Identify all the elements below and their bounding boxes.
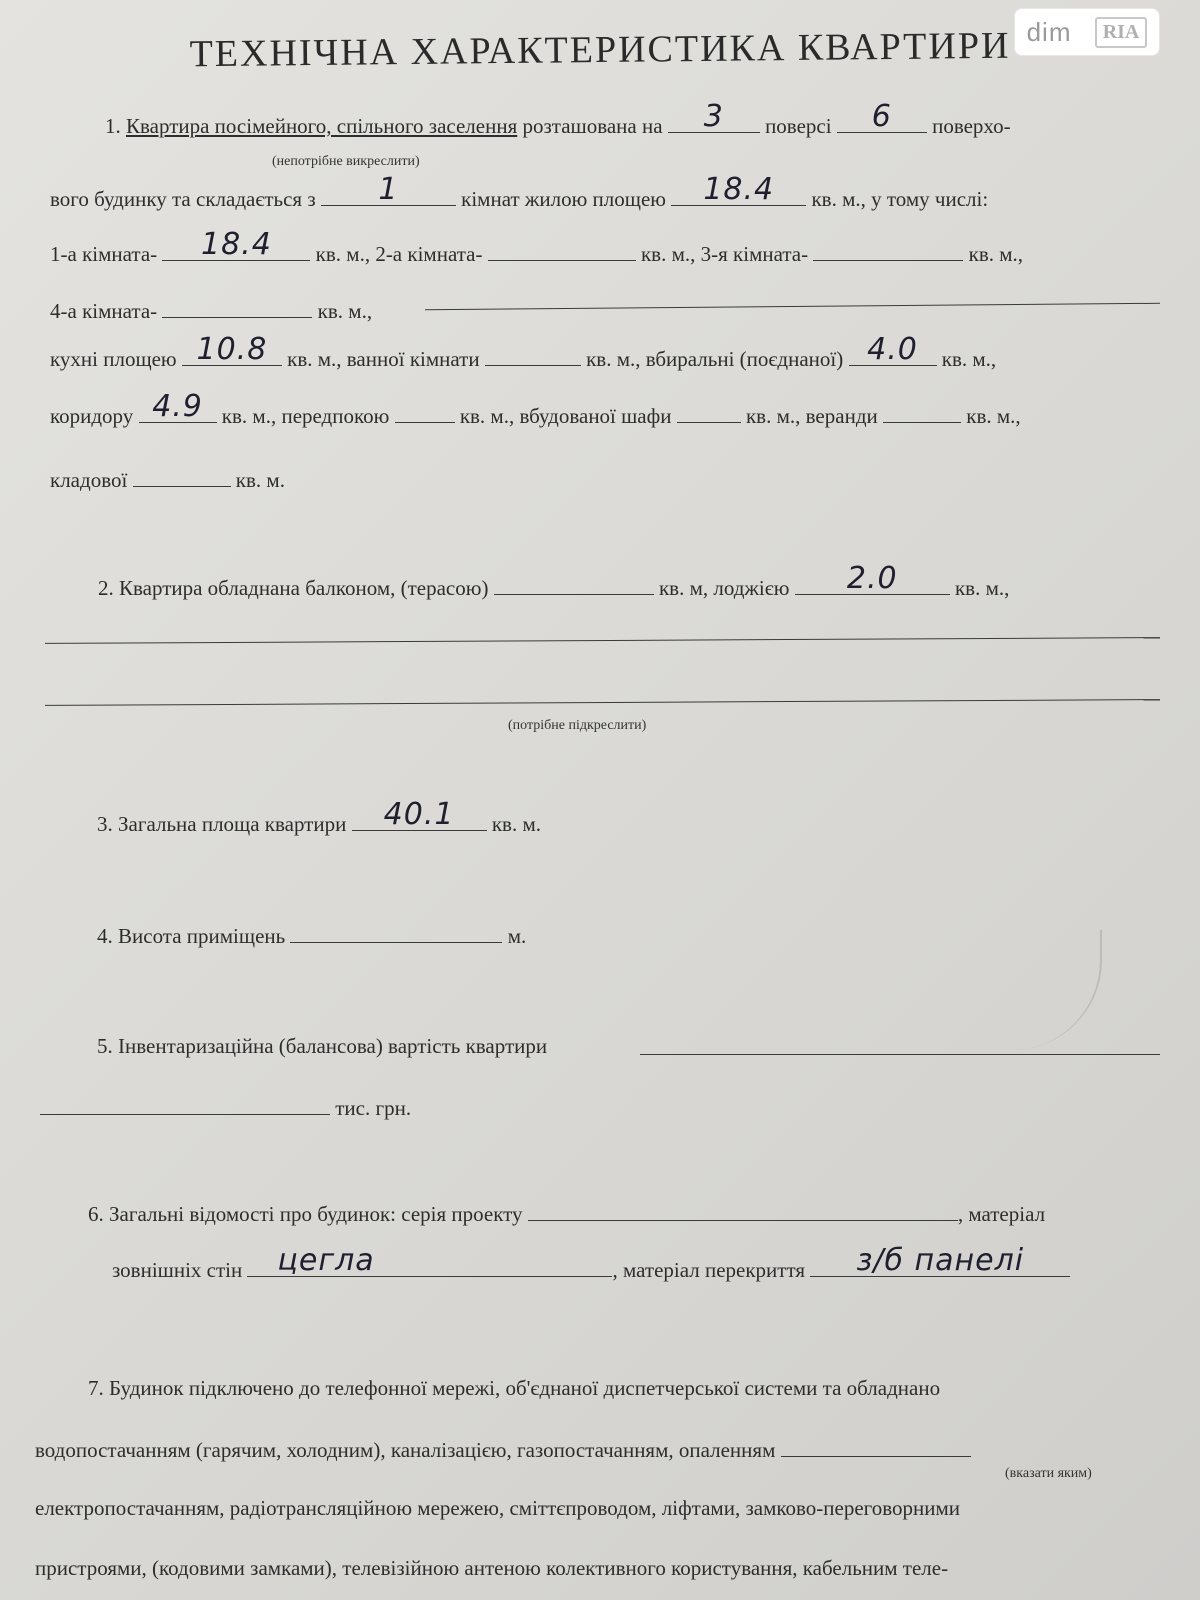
value-rule xyxy=(640,1054,1160,1055)
s7-line4: пристроями, (кодовими замками), телевізійною антеною колективного користування, кабельним теле- xyxy=(35,1556,949,1580)
room3-field xyxy=(813,240,963,261)
rooms-field: 1 xyxy=(321,185,456,206)
s1-line1: 1. Квартира посімейного, спільного заселення розташована на 3 поверсі 6 поверхо- xyxy=(105,99,1011,138)
blank-rule-1 xyxy=(425,303,1160,310)
balcony-field xyxy=(494,574,654,595)
living-area-field: 18.4 xyxy=(671,185,806,206)
note-underline: (потрібне підкреслити) xyxy=(508,718,647,733)
s7-line3: електропостачанням, радіотрансляційною мережею, сміттєпроводом, ліфтами, замково-переговорними xyxy=(35,1496,961,1520)
s4-line: 4. Висота приміщень м. xyxy=(97,924,527,948)
storage-field xyxy=(133,466,231,487)
bathroom-field xyxy=(485,345,581,366)
watermark-ria-logo: RIA xyxy=(1095,17,1148,48)
s1-line2: вого будинку та складається з 1 кімнат жилою площею 18.4 кв. м., у тому числі: xyxy=(50,172,989,211)
ceiling-material-field: з/б панелі xyxy=(810,1256,1070,1277)
s6-line1: 6. Загальні відомості про будинок: серія проекту , матеріал xyxy=(88,1202,1046,1226)
corridor-field: 4.9 xyxy=(139,402,217,423)
apartment-type: Квартира посімейного, спільного заселення xyxy=(126,114,518,138)
watermark-brand: dim xyxy=(1026,16,1072,47)
s7-line2: водопостачанням (гарячим, холодним), каналізацією, газопостачанням, опаленням xyxy=(35,1436,971,1463)
veranda-field xyxy=(883,402,961,423)
value-field xyxy=(40,1094,330,1115)
wc-field: 4.0 xyxy=(849,345,937,366)
s1-line3: 1-а кімната- 18.4 кв. м., 2-а кімната- кв. м., 3-я кімната- кв. м., xyxy=(50,227,1024,266)
s1-line6: коридору 4.9 кв. м., передпокою кв. м., вбудованої шафи кв. м., веранди кв. м., xyxy=(50,389,1021,428)
s3-line: 3. Загальна площа квартири 40.1 кв. м. xyxy=(97,797,541,836)
paper-fold-mark xyxy=(960,930,1102,1050)
total-area-field: 40.1 xyxy=(352,810,487,831)
blank-rule-3 xyxy=(45,699,1160,706)
room1-field: 18.4 xyxy=(162,240,310,261)
s5-line2: тис. грн. xyxy=(40,1094,411,1121)
s7-line1: 7. Будинок підключено до телефонної мережі, об'єднаної диспетчерської системи та обладнано xyxy=(88,1376,941,1400)
closet-field xyxy=(677,402,741,423)
s2-line1: 2. Квартира обладнана балконом, (терасою) кв. м, лоджією 2.0 кв. м., xyxy=(98,561,1010,600)
heating-field xyxy=(781,1436,971,1457)
document-title: ТЕХНІЧНА ХАРАКТЕРИСТИКА КВАРТИРИ xyxy=(189,24,1011,76)
room2-field xyxy=(488,240,636,261)
blank-rule-2 xyxy=(45,637,1160,644)
kitchen-field: 10.8 xyxy=(182,345,282,366)
s6-line2: зовнішніх стін цегла , матеріал перекриття з/б панелі xyxy=(112,1256,1070,1283)
floor-field: 3 xyxy=(668,112,760,133)
project-series-field xyxy=(528,1200,958,1221)
s1-line5: кухні площею 10.8 кв. м., ванної кімнати кв. м., вбиральні (поєднаної) 4.0 кв. м., xyxy=(50,332,997,371)
s5-line: 5. Інвентаризаційна (балансова) вартість квартири xyxy=(97,1034,548,1058)
room4-field xyxy=(162,297,312,318)
hall-field xyxy=(395,402,455,423)
walls-material-field: цегла xyxy=(247,1256,612,1277)
s1-line4: 4-а кімната- кв. м., xyxy=(50,299,373,323)
floors-total-field: 6 xyxy=(837,112,927,133)
note-strike: (непотрібне викреслити) xyxy=(272,154,420,169)
ceiling-height-field xyxy=(290,922,502,943)
note-specify: (вказати яким) xyxy=(1005,1466,1092,1481)
s1-line7: кладової кв. м. xyxy=(50,468,285,492)
loggia-field: 2.0 xyxy=(795,574,950,595)
